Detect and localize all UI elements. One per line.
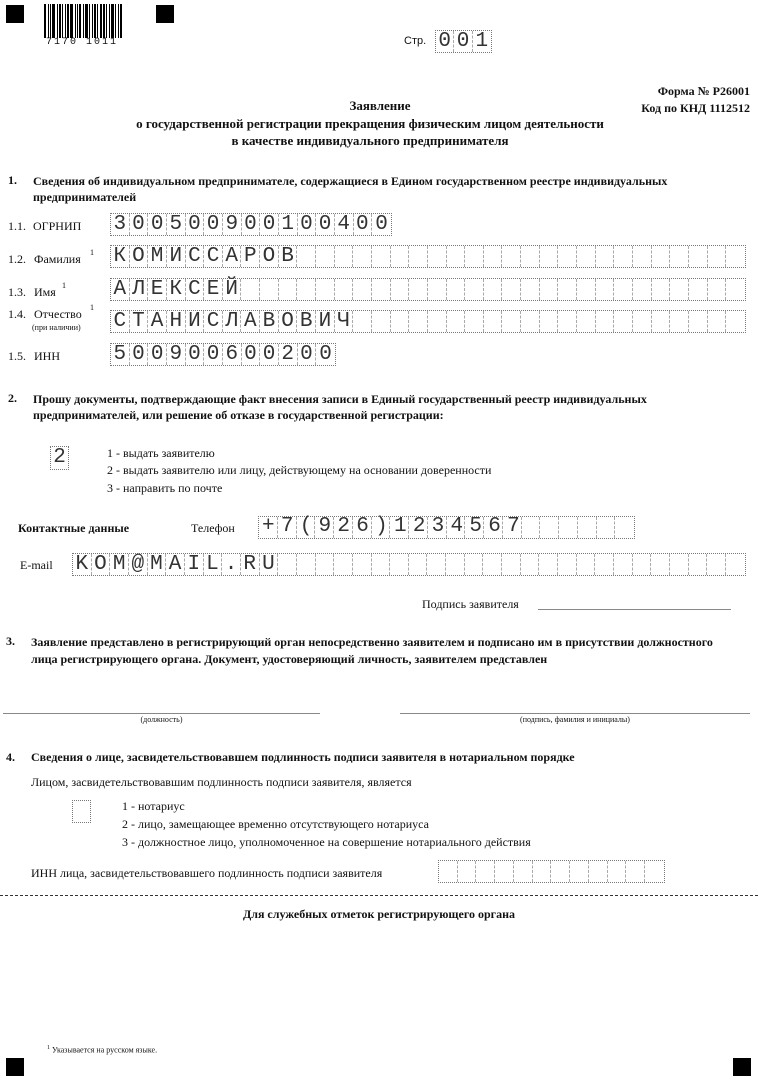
- notary-inn-input[interactable]: [438, 860, 665, 883]
- char-cell: [578, 517, 597, 538]
- char-cell: С: [186, 246, 205, 267]
- char-cell: R: [241, 554, 260, 575]
- position-caption: (должность): [140, 715, 183, 724]
- barcode-bar: [50, 4, 51, 38]
- char-cell: [465, 554, 484, 575]
- field-label: Имя: [34, 285, 56, 299]
- char-cell: [708, 246, 727, 267]
- char-cell: [353, 554, 372, 575]
- char-cell: [372, 279, 391, 300]
- char-cell: И: [186, 311, 205, 332]
- char-cell: [372, 246, 391, 267]
- char-cell: [476, 861, 495, 882]
- char-cell: К: [167, 279, 186, 300]
- char-cell: 1: [279, 214, 298, 235]
- char-cell: [409, 311, 428, 332]
- barcode-bar: [100, 4, 102, 38]
- barcode-bar: [70, 4, 73, 38]
- char-cell: [335, 246, 354, 267]
- position-line: [3, 713, 320, 714]
- field-note: (при наличии): [32, 323, 81, 332]
- char-cell: [577, 246, 596, 267]
- char-cell: [540, 279, 559, 300]
- char-cell: [670, 279, 689, 300]
- char-cell: [316, 554, 335, 575]
- barcode-bar: [85, 4, 88, 38]
- footnote-mark: 1: [47, 1045, 50, 1051]
- char-cell: [521, 311, 540, 332]
- char-cell: [670, 246, 689, 267]
- char-cell: [73, 801, 90, 822]
- char-cell: 0: [204, 344, 223, 365]
- char-cell: 0: [375, 213, 388, 236]
- char-cell: U: [260, 554, 279, 575]
- char-cell: [353, 311, 372, 332]
- inn-input[interactable]: [110, 343, 336, 366]
- char-cell: 0: [130, 214, 149, 235]
- char-cell: [447, 246, 466, 267]
- char-cell: [390, 554, 409, 575]
- char-cell: В: [297, 311, 316, 332]
- notary-option-3: 3 - должностное лицо, уполномоченное на совершение нотариального действия: [122, 835, 531, 849]
- char-cell: .: [222, 554, 241, 575]
- char-cell: [335, 279, 354, 300]
- char-cell: 0: [454, 31, 472, 52]
- delivery-option-3: 3 - направить по почте: [107, 481, 223, 495]
- char-cell: [241, 279, 260, 300]
- char-cell: 0: [186, 344, 205, 365]
- notary-option-1: 1 - нотариус: [122, 799, 185, 813]
- barcode-bar: [79, 4, 81, 38]
- char-cell: [577, 554, 596, 575]
- char-cell: [465, 279, 484, 300]
- char-cell: [645, 861, 664, 882]
- signature-line: [538, 609, 731, 610]
- barcode-bar: [65, 4, 66, 38]
- char-cell: [726, 554, 745, 575]
- char-cell: [689, 554, 708, 575]
- barcode-bar: [92, 4, 93, 38]
- barcode-bar: [52, 4, 55, 38]
- section1-heading: Сведения об индивидуальном предпринимателе, содержащиеся в Едином государственном реестре индивидуальных предпринимателей: [33, 174, 668, 204]
- char-cell: [447, 311, 466, 332]
- char-cell: Т: [130, 311, 149, 332]
- char-cell: [577, 279, 596, 300]
- char-cell: [597, 517, 616, 538]
- corner-marker: [733, 1058, 751, 1076]
- page-number-field: [435, 30, 492, 53]
- field-label: Фамилия: [34, 252, 81, 266]
- officer-signature-line: [400, 713, 750, 714]
- char-cell: 0: [260, 344, 279, 365]
- char-cell: Н: [167, 311, 186, 332]
- section4-number: 4.: [6, 750, 15, 764]
- barcode-bar: [109, 4, 110, 38]
- char-cell: [458, 861, 477, 882]
- form-number: Форма № Р26001: [657, 84, 750, 98]
- char-cell: M: [110, 554, 129, 575]
- char-cell: В: [260, 311, 279, 332]
- char-cell: С: [186, 279, 205, 300]
- char-cell: [589, 861, 608, 882]
- section3-number: 3.: [6, 634, 15, 648]
- char-cell: [651, 554, 670, 575]
- char-cell: [502, 246, 521, 267]
- char-cell: Е: [148, 279, 167, 300]
- char-cell: [707, 554, 726, 575]
- char-cell: [279, 279, 298, 300]
- footnote-text: Указывается на русском языке.: [52, 1045, 158, 1055]
- char-cell: [427, 554, 446, 575]
- phone-value: +7(926)1234567: [262, 515, 526, 538]
- char-cell: 5: [111, 344, 130, 365]
- char-cell: 2: [279, 344, 298, 365]
- char-cell: [577, 311, 596, 332]
- char-cell: [614, 279, 633, 300]
- char-cell: [596, 279, 615, 300]
- char-cell: A: [166, 554, 185, 575]
- ogrnip-input[interactable]: [110, 213, 392, 236]
- barcode-bar: [111, 4, 114, 38]
- char-cell: I: [185, 554, 204, 575]
- page-label: Стр.: [404, 35, 427, 47]
- char-cell: 9: [167, 344, 186, 365]
- char-cell: 0: [186, 214, 205, 235]
- char-cell: [726, 279, 745, 300]
- char-cell: 6: [223, 344, 242, 365]
- char-cell: [372, 554, 391, 575]
- char-cell: [539, 554, 558, 575]
- char-cell: [502, 279, 521, 300]
- barcode-bar: [94, 4, 96, 38]
- char-cell: [633, 554, 652, 575]
- barcode: [44, 4, 123, 38]
- barcode-bar: [62, 4, 63, 38]
- char-cell: [652, 246, 671, 267]
- barcode-bar: [83, 4, 84, 38]
- char-cell: И: [167, 246, 186, 267]
- char-cell: [596, 246, 615, 267]
- barcode-bar: [120, 4, 122, 38]
- corner-marker: [156, 5, 174, 23]
- char-cell: [540, 311, 559, 332]
- signature-label: Подпись заявителя: [422, 597, 519, 611]
- char-cell: [502, 554, 521, 575]
- corner-marker: [6, 5, 24, 23]
- char-cell: И: [316, 311, 335, 332]
- char-cell: Е: [204, 279, 223, 300]
- field-label: Отчество: [34, 307, 82, 321]
- char-cell: [614, 311, 633, 332]
- char-cell: [316, 246, 335, 267]
- char-cell: [391, 246, 410, 267]
- notary-choice-input[interactable]: [72, 800, 91, 823]
- char-cell: 0: [354, 214, 373, 235]
- barcode-bar: [59, 4, 61, 38]
- delivery-option-1: 1 - выдать заявителю: [107, 446, 215, 460]
- field-number: 1.1.: [8, 219, 26, 233]
- barcode-bar: [48, 4, 49, 38]
- char-cell: С: [204, 311, 223, 332]
- barcode-bar: [44, 4, 46, 38]
- char-cell: [483, 554, 502, 575]
- section1-number: 1.: [8, 173, 17, 187]
- char-cell: [708, 279, 727, 300]
- delivery-choice-input[interactable]: [50, 446, 69, 470]
- char-cell: [596, 311, 615, 332]
- char-cell: [614, 246, 633, 267]
- char-cell: [633, 279, 652, 300]
- char-cell: 3: [111, 214, 130, 235]
- delivery-option-2: 2 - выдать заявителю или лицу, действующему на основании доверенности: [107, 463, 492, 477]
- char-cell: 0: [436, 31, 454, 52]
- char-cell: 1: [475, 30, 489, 53]
- char-cell: [521, 554, 540, 575]
- char-cell: [428, 279, 447, 300]
- barcode-digits: 7170 1011: [46, 37, 119, 48]
- char-cell: [297, 554, 316, 575]
- char-cell: 0: [316, 214, 335, 235]
- section3-heading: Заявление представлено в регистрирующий орган непосредственно заявителем и подписано им в присутствии должностного лица регистрирующего органа. Документ, удостоверяющий личность, заявителем представлен: [31, 635, 713, 666]
- char-cell: [278, 554, 297, 575]
- char-cell: [428, 246, 447, 267]
- char-cell: @: [129, 554, 148, 575]
- barcode-bar: [106, 4, 107, 38]
- barcode-bar: [118, 4, 119, 38]
- char-cell: Л: [130, 279, 149, 300]
- char-cell: 0: [148, 344, 167, 365]
- char-cell: А: [241, 311, 260, 332]
- barcode-bar: [103, 4, 105, 38]
- char-cell: [372, 311, 391, 332]
- char-cell: K: [73, 554, 92, 575]
- char-cell: 0: [242, 214, 261, 235]
- char-cell: О: [279, 311, 298, 332]
- char-cell: 0: [130, 344, 149, 365]
- footnote: [47, 1045, 157, 1055]
- field-number: 1.5.: [8, 349, 26, 363]
- notary-inn-label: ИНН лица, засвидетельствовавшего подлинность подписи заявителя: [31, 866, 383, 880]
- field-number: 1.4.: [8, 307, 26, 321]
- field-label: ОГРНИП: [33, 219, 82, 233]
- char-cell: [446, 554, 465, 575]
- footnote-ref: 1: [90, 248, 94, 257]
- char-cell: 0: [242, 344, 261, 365]
- char-cell: [652, 279, 671, 300]
- char-cell: [502, 311, 521, 332]
- char-cell: [570, 861, 589, 882]
- char-cell: [633, 311, 652, 332]
- char-cell: 0: [204, 214, 223, 235]
- char-cell: Р: [241, 246, 260, 267]
- char-cell: [540, 246, 559, 267]
- char-cell: [708, 311, 727, 332]
- char-cell: Й: [223, 279, 242, 300]
- char-cell: 0: [319, 343, 332, 366]
- char-cell: [551, 861, 570, 882]
- char-cell: 5: [167, 214, 186, 235]
- char-cell: [409, 279, 428, 300]
- section2-number: 2.: [8, 391, 17, 405]
- char-cell: 0: [148, 214, 167, 235]
- office-heading: Для служебных отметок регистрирующего органа: [242, 907, 516, 921]
- char-cell: М: [148, 246, 167, 267]
- char-cell: [428, 311, 447, 332]
- char-cell: [633, 246, 652, 267]
- char-cell: Ч: [335, 311, 354, 332]
- char-cell: 2: [53, 446, 66, 469]
- patronymic-input[interactable]: [110, 310, 746, 333]
- char-cell: [533, 861, 552, 882]
- char-cell: [689, 246, 708, 267]
- char-cell: [484, 246, 503, 267]
- char-cell: [484, 311, 503, 332]
- char-cell: [558, 311, 577, 332]
- char-cell: А: [223, 246, 242, 267]
- surname-input[interactable]: [110, 245, 746, 268]
- char-cell: [297, 279, 316, 300]
- barcode-bar: [115, 4, 116, 38]
- char-cell: В: [279, 246, 298, 267]
- char-cell: [334, 554, 353, 575]
- char-cell: [558, 279, 577, 300]
- char-cell: С: [204, 246, 223, 267]
- corner-marker: [6, 1058, 24, 1076]
- char-cell: К: [111, 246, 130, 267]
- char-cell: [484, 279, 503, 300]
- char-cell: А: [111, 279, 130, 300]
- field-label: ИНН: [34, 349, 60, 363]
- cut-line: [0, 895, 758, 896]
- email-input[interactable]: [72, 553, 746, 576]
- char-cell: [670, 554, 689, 575]
- char-cell: [521, 279, 540, 300]
- char-cell: [558, 246, 577, 267]
- char-cell: [391, 279, 410, 300]
- char-cell: О: [130, 246, 149, 267]
- char-cell: [316, 279, 335, 300]
- char-cell: [540, 517, 559, 538]
- char-cell: M: [148, 554, 167, 575]
- char-cell: 4: [335, 214, 354, 235]
- char-cell: [297, 246, 316, 267]
- char-cell: [726, 311, 745, 332]
- char-cell: А: [148, 311, 167, 332]
- char-cell: [514, 861, 533, 882]
- barcode-bar: [97, 4, 98, 38]
- page-title: Заявление: [349, 98, 411, 113]
- char-cell: L: [204, 554, 223, 575]
- char-cell: С: [111, 311, 130, 332]
- char-cell: [595, 554, 614, 575]
- name-input[interactable]: [110, 278, 746, 301]
- char-cell: [409, 554, 428, 575]
- contacts-label: Контактные данные: [18, 521, 130, 535]
- char-cell: [626, 861, 645, 882]
- knd-code: Код по КНД 1112512: [641, 101, 750, 115]
- char-cell: [726, 246, 745, 267]
- char-cell: [353, 279, 372, 300]
- char-cell: [521, 246, 540, 267]
- char-cell: [439, 861, 458, 882]
- char-cell: [465, 311, 484, 332]
- barcode-bar: [89, 4, 90, 38]
- char-cell: [260, 279, 279, 300]
- char-cell: [353, 246, 372, 267]
- notary-option-2: 2 - лицо, замещающее временно отсутствующего нотариуса: [122, 817, 429, 831]
- barcode-bar: [75, 4, 76, 38]
- char-cell: 0: [260, 214, 279, 235]
- char-cell: Л: [223, 311, 242, 332]
- footnote-ref: 1: [90, 303, 94, 312]
- char-cell: [558, 554, 577, 575]
- char-cell: [608, 861, 627, 882]
- field-number: 1.2.: [8, 252, 26, 266]
- officer-signature-caption: (подпись, фамилия и инициалы): [520, 715, 630, 724]
- char-cell: [559, 517, 578, 538]
- char-cell: [447, 279, 466, 300]
- email-label: E-mail: [20, 558, 53, 572]
- field-number: 1.3.: [8, 285, 26, 299]
- char-cell: О: [260, 246, 279, 267]
- barcode-bar: [67, 4, 69, 38]
- char-cell: [689, 279, 708, 300]
- char-cell: 0: [298, 344, 317, 365]
- char-cell: [615, 517, 634, 538]
- page-subtitle-1: о государственной регистрации прекращения физическим лицом деятельности: [136, 116, 604, 131]
- char-cell: 0: [298, 214, 317, 235]
- section4-intro: Лицом, засвидетельствовавшим подлинность подписи заявителя, является: [31, 775, 412, 789]
- char-cell: [409, 246, 428, 267]
- page-subtitle-2: в качестве индивидуального предпринимателя: [231, 133, 509, 148]
- barcode-bar: [57, 4, 58, 38]
- char-cell: [652, 311, 671, 332]
- char-cell: [495, 861, 514, 882]
- char-cell: 9: [223, 214, 242, 235]
- char-cell: [465, 246, 484, 267]
- phone-label: Телефон: [191, 521, 235, 535]
- footnote-ref: 1: [62, 281, 66, 290]
- section2-heading: Прошу документы, подтверждающие факт внесения записи в Единый государственный реестр индивидуальных предпринимателей, или решение об отказе в государственной регистрации:: [33, 392, 647, 422]
- char-cell: O: [92, 554, 111, 575]
- char-cell: [670, 311, 689, 332]
- barcode-bar: [77, 4, 78, 38]
- char-cell: [689, 311, 708, 332]
- section4-heading: Сведения о лице, засвидетельствовавшем подлинность подписи заявителя в нотариальном порядке: [31, 750, 575, 764]
- char-cell: [391, 311, 410, 332]
- char-cell: [614, 554, 633, 575]
